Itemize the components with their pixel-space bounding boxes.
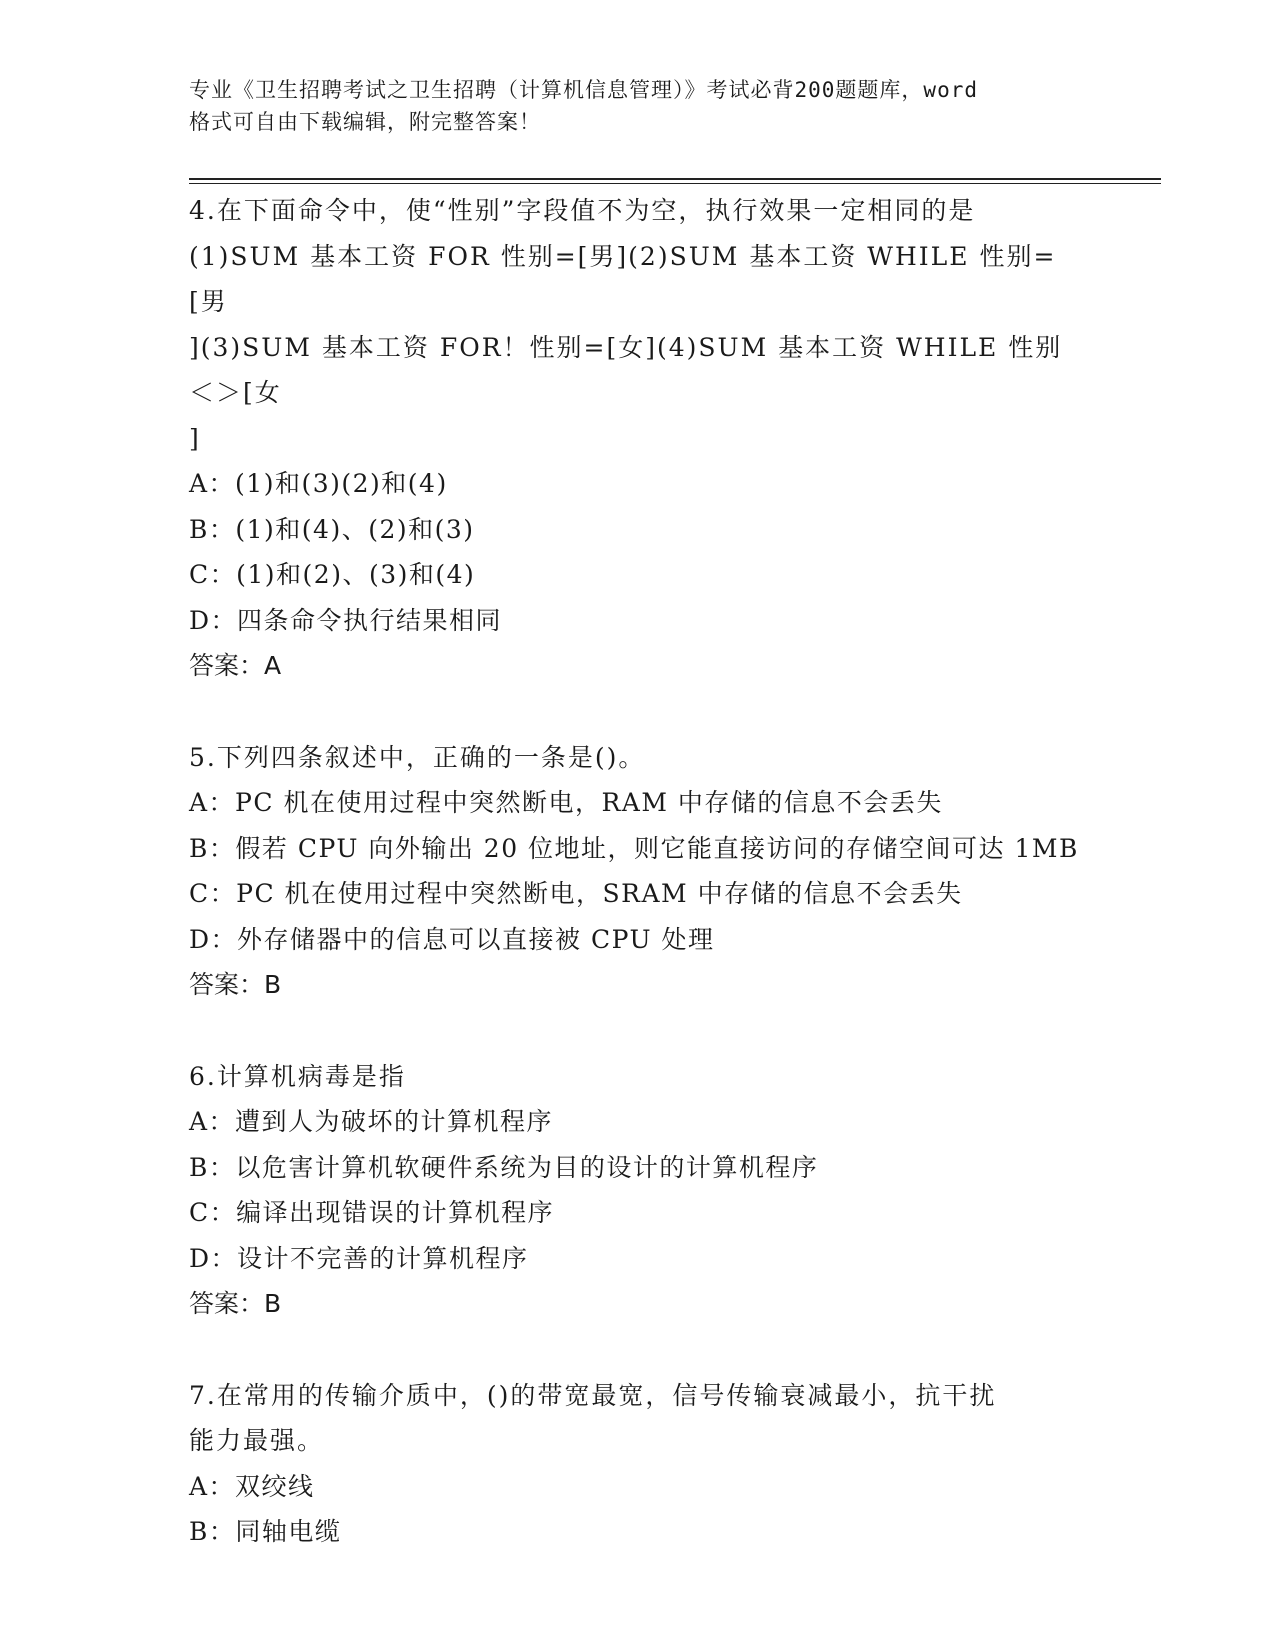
question-stem: 5.下列四条叙述中，正确的一条是()。 (189, 742, 646, 772)
option-b: B：(1)和(4)、(2)和(3) (189, 514, 475, 544)
question-stem: ](3)SUM 基本工资 FOR！性别=[女](4)SUM 基本工资 WHILE 性别＜＞[女 (189, 332, 1063, 407)
option-b: B：以危害计算机软硬件系统为目的设计的计算机程序 (189, 1152, 819, 1182)
header-title-line-2: 格式可自由下载编辑，附完整答案！ (189, 110, 541, 134)
question-stem: (1)SUM 基本工资 FOR 性别=[男](2)SUM 基本工资 WHILE 性别=[男 (189, 241, 1057, 316)
document-header (189, 74, 1089, 138)
question-stem: 能力最强。 (189, 1426, 325, 1455)
answer-line: 答案：B (189, 1289, 282, 1318)
question-block (189, 1373, 1089, 1555)
option-c: C：编译出现错误的计算机程序 (189, 1198, 555, 1227)
question-stem: 7.在常用的传输介质中，()的带宽最宽，信号传输衰减最小，抗干扰 (189, 1380, 997, 1410)
option-a: A：PC 机在使用过程中突然断电，RAM 中存储的信息不会丢失 (189, 788, 943, 817)
option-d: D：外存储器中的信息可以直接被 CPU 处理 (189, 924, 715, 954)
question-block (189, 1054, 1089, 1327)
answer-line: 答案：B (189, 970, 282, 999)
question-list (189, 188, 1089, 1601)
option-d: D：四条命令执行结果相同 (189, 605, 503, 635)
answer-line: 答案：A (189, 651, 282, 680)
option-a: A：双绞线 (189, 1471, 315, 1501)
option-b: B：假若 CPU 向外输出 20 位地址，则它能直接访问的存储空间可达 1MB (189, 833, 1079, 863)
question-block (189, 735, 1089, 1008)
question-stem: 4.在下面命令中，使“性别”字段值不为空，执行效果一定相同的是 (189, 196, 976, 225)
option-b: B：同轴电缆 (189, 1517, 342, 1546)
option-c: C：PC 机在使用过程中突然断电，SRAM 中存储的信息不会丢失 (189, 879, 963, 908)
header-title-line-1: 专业《卫生招聘考试之卫生招聘（计算机信息管理）》考试必背200题题库，word (189, 78, 978, 102)
option-c: C：(1)和(2)、(3)和(4) (189, 560, 476, 589)
option-d: D：设计不完善的计算机程序 (189, 1243, 529, 1273)
question-stem: 6.计算机病毒是指 (189, 1061, 406, 1091)
question-block (189, 188, 1089, 689)
header-divider (189, 178, 1161, 180)
header-divider-secondary (189, 183, 1161, 184)
option-a: A：(1)和(3)(2)和(4) (189, 469, 448, 498)
option-a: A：遭到人为破坏的计算机程序 (189, 1107, 554, 1136)
question-stem: ] (189, 423, 201, 453)
